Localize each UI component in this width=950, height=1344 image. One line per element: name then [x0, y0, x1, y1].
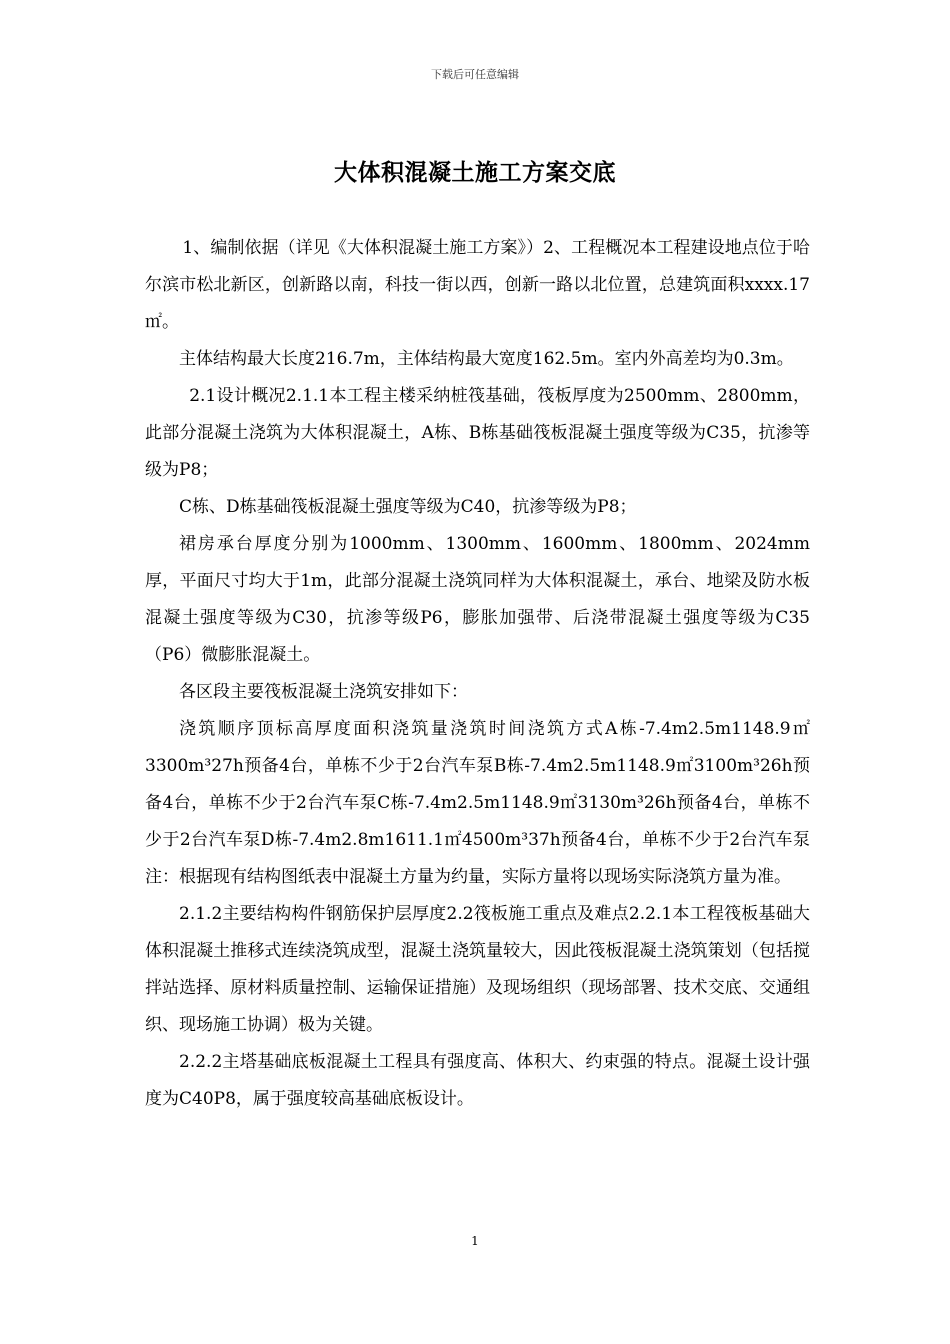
paragraph-design-overview: 2.1设计概况2.1.1本工程主楼采纳桩筏基础，筏板厚度为2500mm、2800mm，此部分混凝土浇筑为大体积混凝土，A栋、B栋基础筏板混凝土强度等级为C35，抗渗等级为P8； — [145, 386, 810, 480]
page-number: 1 — [471, 1234, 479, 1248]
paragraph-base-slab-features: 2.2.2主塔基础底板混凝土工程具有强度高、体积大、约束强的特点。混凝土设计强度为C40P8，属于强度较高基础底板设计。 — [145, 1052, 810, 1109]
paragraph-key-difficulties: 2.1.2主要结构构件钢筋保护层厚度2.2筏板施工重点及难点2.2.1本工程筏板基础大体积混凝土推移式连续浇筑成型，混凝土浇筑量较大，因此筏板混凝土浇筑策划（包括搅拌站选择、原材料质量控制、运输保证措施）及现场组织（现场部署、技术交底、交通组织、现场施工协调）极为关键。 — [145, 904, 810, 1035]
paragraph-c-d-buildings: C栋、D栋基础筏板混凝土强度等级为C40，抗渗等级为P8； — [179, 497, 637, 517]
paragraph-pour-arrangement-intro: 各区段主要筏板混凝土浇筑安排如下： — [179, 682, 468, 702]
paragraph-structure-size: 主体结构最大长度216.7m，主体结构最大宽度162.5m。室内外高差均为0.3m。 — [179, 349, 794, 369]
document-body — [145, 230, 810, 1118]
paragraph-basis-overview: 1、编制依据（详见《大体积混凝土施工方案》）2、工程概况本工程建设地点位于哈尔滨市松北新区，创新路以南，科技一街以西，创新一路以北位置，总建筑面积xxxx.17㎡。 — [145, 238, 810, 332]
paragraph-podium-caps: 裙房承台厚度分别为1000mm、1300mm、1600mm、1800mm、2024mm厚，平面尺寸均大于1m，此部分混凝土浇筑同样为大体积混凝土，承台、地梁及防水板混凝土强度等级为C30，抗渗等级P6，膨胀加强带、后浇带混凝土强度等级为C35（P6）微膨胀混凝土。 — [145, 534, 810, 665]
document-title: 大体积混凝土施工方案交底 — [334, 160, 616, 186]
paragraph-pour-schedule: 浇筑顺序顶标高厚度面积浇筑量浇筑时间浇筑方式A栋-7.4m2.5m1148.9㎡3300m³27h预备4台，单栋不少于2台汽车泵B栋-7.4m2.5m1148.9㎡3100m³26h预备4台，单栋不少于2台汽车泵C栋-7.4m2.5m1148.9㎡3130m³26h预备4台，单栋不少于2台汽车泵D栋-7.4m2.8m1611.1㎡4500m³37h预备4台，单栋不少于2台汽车泵注：根据现有结构图纸表中混凝土方量为约量，实际方量将以现场实际浇筑方量为准。 — [145, 719, 810, 887]
page-header-note: 下载后可任意编辑 — [431, 68, 519, 81]
